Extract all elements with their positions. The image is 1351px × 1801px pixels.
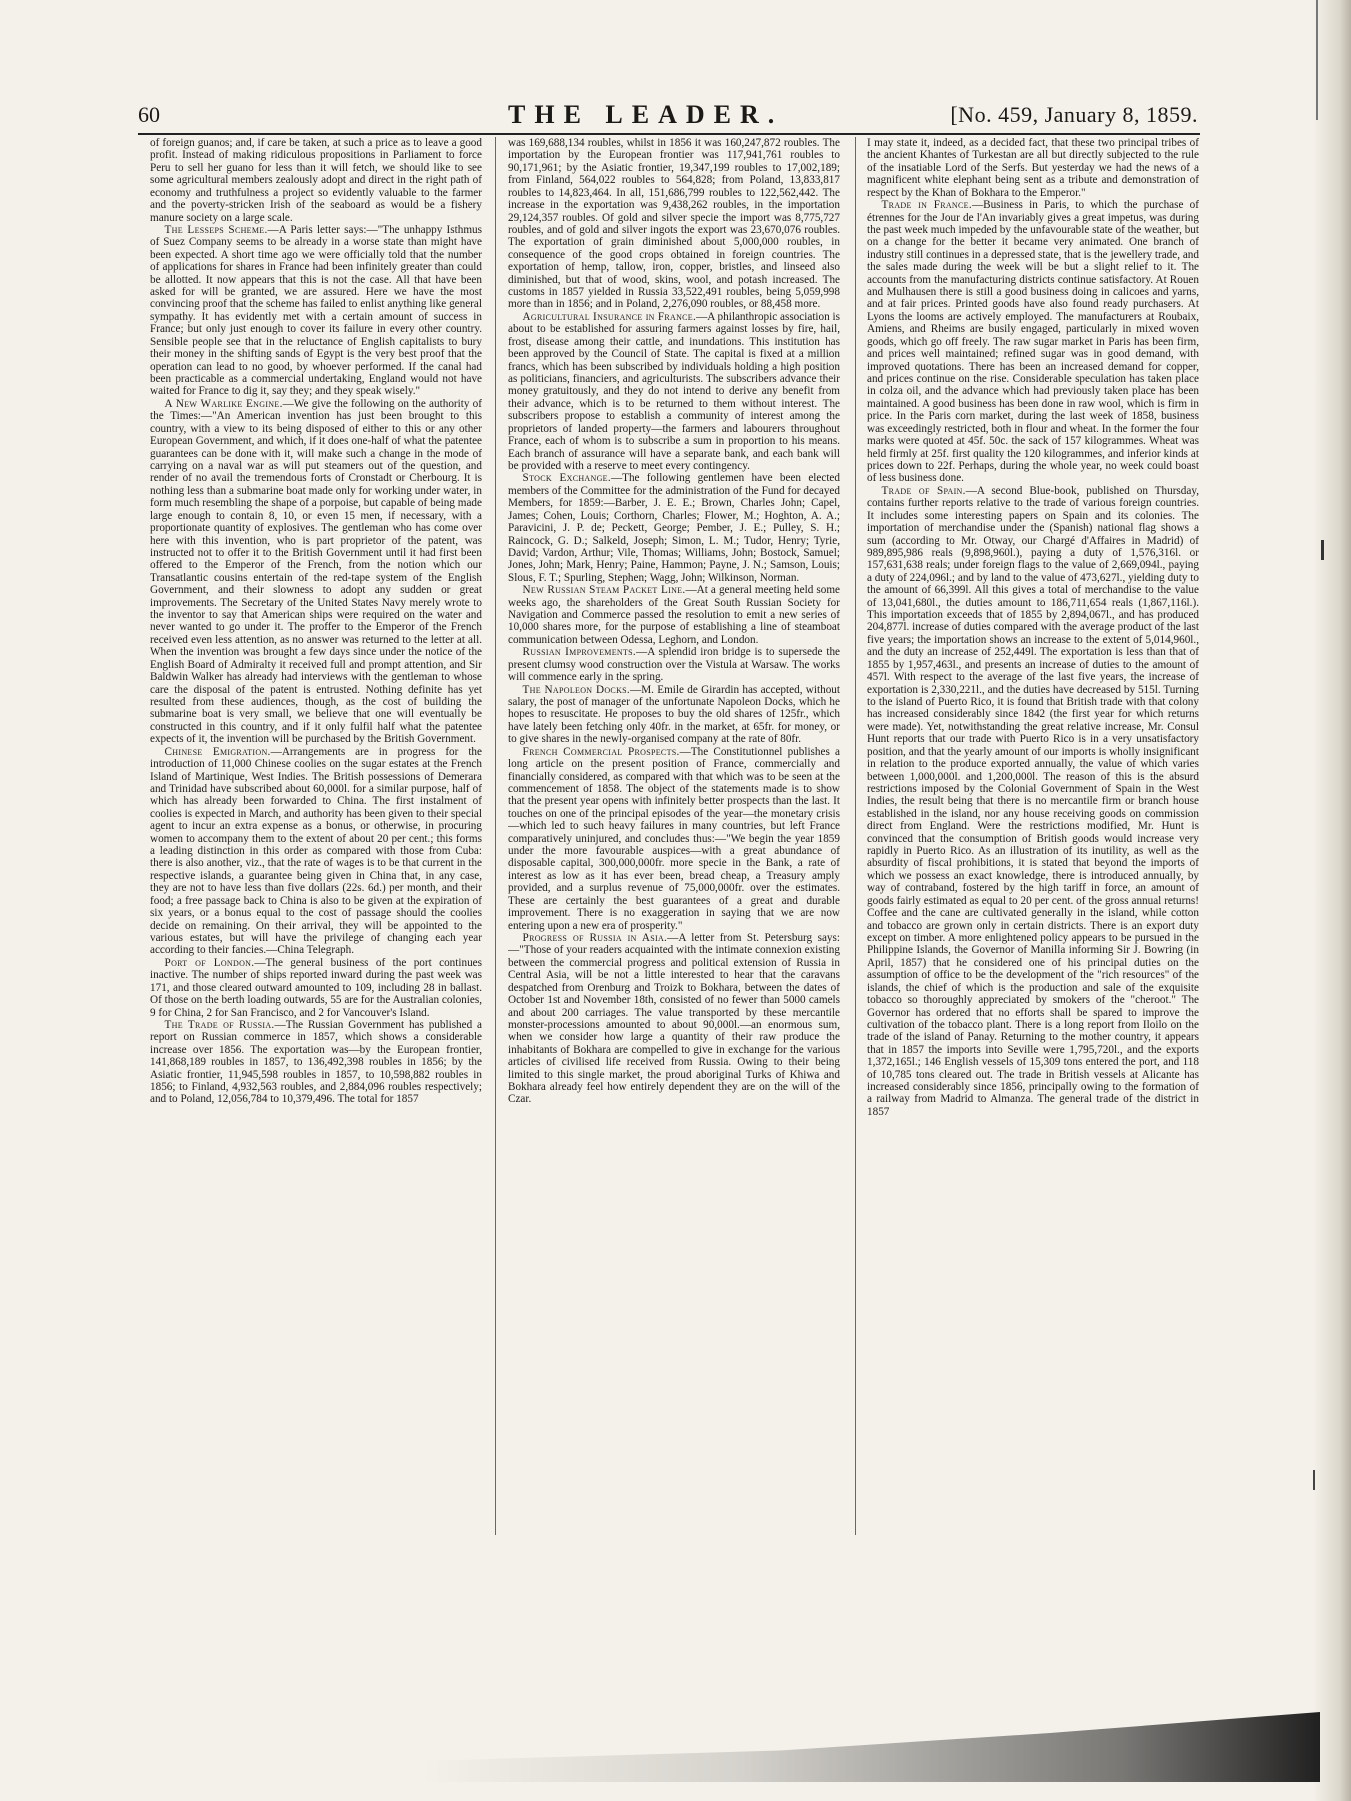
article-text: —The following gentlemen have been elected members of the Committee for the administration of the Fund for decayed Members, for 1859:—Barber, J. E. E.; Brown, Charles John; Capel, James; Cohen, Louis; Corthorn, Charles; Flower, M.; Hoghton, A. A.; Paravicini, J. P. de; Peckett, George; Pember, J. E.; Pulley, S. H.; Raincock, G. D.; Salkeld, Joseph; Simon, L. M.; Tudor, Henry; Tyrie, David; Vardon, Arthur; Vile, Thomas; Williams, John; Bostock, Samuel; Jones, John; Mark, Henry; Paine, Hammon; Payne, J. N.; Samson, Louis; Slous, F. T.; Spurling, Stephen; Wagg, John; Wilkinson, Norman. [508,472,840,584]
page-number: 60 [138,102,160,127]
article-text: —A philanthropic association is about to be established for assuring farmers against losses by fire, hail, frost, disease among their cattle, and inundations. This institution has been approved by the Council of State. The capital is fixed at a million francs, which has been subscribed by individuals holding a high position as politicians, financiers, and agriculturists. The subscribers advance their money gratuitously, and they do not intend to derive any benefit from their advance, which is to be returned to them without interest. The subscribers propose to establish a community of interest among the proprietors of landed property—the farmers and labourers throughout France, each of whom is to subscribe a sum in proportion to his means. Each branch of assurance will have a separate bank, and each bank will be provided with a reserve to meet every contingency. [508,310,840,472]
binding-mark [1316,0,1318,120]
article-paragraph [508,137,840,311]
page-edge-shadow [1313,0,1351,1801]
article-paragraph [150,224,482,398]
article-text: —M. Emile de Girardin has accepted, without salary, the post of manager of the unfortunate Napoleon Docks, which he hopes to resuscitate. He proposes to buy the old shares of 125fr., which have lately been fetching only 40fr. in the market, at 65fr. for money, or to give shares in the newly-organised company at the rate of 80fr. [508,683,840,746]
page-header [138,102,1198,132]
article-text: —At a general meeting held some weeks ago, the shareholders of the Great South Russian Society for Navigation and Commerce passed the resolution to emit a new series of 10,000 shares more, for the purpose of establishing a line of steamboat communication between Odessa, Leghorn, and London. [508,584,840,646]
article-heading: A New Warlike Engine. [164,397,283,410]
column-1 [150,137,482,1537]
article-text: —The Constitutionnel publishes a long article on the present position of France, commercially and financially considered, as compared with that which was to be seen at the commencement of 1858. The object of the statements made is to show that the present year opens with infinitely better prospects than the last. It touches on one of the principal episodes of the year—the monetary crisis—which led to such heavy failures in many countries, but left France comparatively uninjured, and concludes thus:—"We begin the year 1859 under the more favourable auspices—with a great abundance of disposable capital, 300,000,000fr. more specie in the Bank, a rate of interest as low as it has ever been, bread cheap, a Treasury amply provided, and a surplus revenue of 75,000,000fr. over the estimates. These are certainly the best guarantees of a great and durable improvement. There is no exaggeration in saying that we are now entering upon a new era of prosperity." [508,745,840,932]
article-paragraph [508,746,840,932]
header-rule [138,133,1200,135]
article-paragraph [150,746,482,957]
article-paragraph [508,684,840,746]
article-paragraph [508,472,840,584]
article-heading: French Commercial Prospects. [522,745,680,758]
article-paragraph [508,646,840,683]
article-text: —The general business of the port continues inactive. The number of ships reported inward during the past week was 171, and those cleared outward amounted to 109, including 28 in ballast. Of those on the berth loading outwards, 55 are for the Australian colonies, 9 for China, 2 for San Francisco, and 2 for Vancouver's Island. [150,956,482,1019]
article-heading: Progress of Russia in Asia. [522,932,668,944]
column-divider [495,137,496,1535]
article-heading: Trade of Spain. [881,484,966,497]
margin-mark [1321,540,1324,560]
article-text: —A second Blue-book, published on Thursday, contains further reports relative to the trade of various foreign countries. It includes some interesting papers on Spain and its colonies. The importation of merchandise under the (Spanish) national flag shows a sum (according to Mr. Otway, our Chargé d'Affaires in Madrid) of 989,895,986 reals (9,898,960l.), paying a duty of 1,576,316l. or 157,631,638 reals; under foreign flags to the value of 2,669,094l., paying a duty of 224,096l.; and by land to the value of 473,627l., yielding duty to the amount of 66,399l. All this gives a total of merchandise to the value of 13,041,680l., the duties amount to 186,711,654 reals (1,867,116l.). This importation exceeds that of 1855 by 2,894,067l., and has produced 204,877l. increase of duties compared with the average product of the last five years; the importation shows an increase to the extent of 5,014,960l., and the duty an increase of 252,449l. The exportation is less than that of 1855 by 1,957,463l., and presents an increase of duties to the amount of 457l. With respect to the average of the last five years, the increase of exportation is 2,330,221l., and the duties have decreased by 515l. Turning to the island of Puerto Rico, it is found that British trade with that colony has increased considerably since 1842 (the first year for which returns were made). Yet, notwithstanding the great relative increase, Mr. Consul Hunt reports that our trade with Puerto Rico is in a very unsatisfactory position, and that the yearly amount of our imports is wholly insignificant in relation to the produce exported annually, the value of which varies between 1,000,000l. and 1,200,000l. The reason of this is the absurd restrictions imposed by the Colonial Government of Spain in the West Indies, the result being that there is no mercantile firm or branch house established in the island, nor any house receiving goods on commission direct from England. Were the restrictions modified, Mr. Hunt is convinced that the consumption of British goods would increase very rapidly in Puerto Rico. As an illustration of its inutility, as well as the absurdity of fiscal prohibitions, it is stated that beyond the imports of which we possess an exact knowledge, there is introduced annually, by way of contraband, fostered by the high tariff in force, an amount of goods fairly estimated as equal to 20 per cent. of the gross annual returns! Coffee and the cane are cultivated generally in the island, while cotton and tobacco are grown only in certain districts. There is an export duty except on timber. A more enlightened policy appears to be pursued in the Philippine Islands, the Governor of Manilla informing Sir J. Bowring (in April, 1857) that he considered one of his principal duties on the assumption of office to be the development of the "rich resources" of the islands, the chief of which is the production and sale of the exquisite tobacco so thoroughly appreciated by smokers of the "cheroot." The Governor has ordered that no efforts shall be spared to improve the cultivation of the tobacco plant. There is a long report from Iloilo on the trade of the island of Panay. Returning to the mother country, it appears that in 1857 the imports into Seville were 1,795,720l., and the exports 1,372,165l.; 146 English vessels of 15,309 tons entered the port, and 118 of 10,785 tons cleared out. The trade in British vessels at Alicante has increased considerably since 1856, principally owing to the formation of a railway from Madrid to Almanza. The general trade of the district in 1857 [867,484,1199,1118]
article-heading: The Trade of Russia. [164,1018,275,1031]
article-paragraph [508,932,840,1106]
article-heading: Russian Improvements. [522,646,637,659]
article-heading: Agricultural Insurance in France. [522,310,697,323]
margin-mark [1313,1470,1315,1490]
article-heading: Chinese Emigration. [164,745,271,758]
article-paragraph [508,311,840,472]
article-paragraph [150,398,482,746]
article-paragraph [150,1019,482,1106]
column-divider [855,137,856,1535]
article-paragraph [150,137,482,224]
article-paragraph [867,485,1199,1119]
article-text: —We give the following on the authority of the Times:—"An American invention has just been brought to this country, with a view to its being disposed of either to this or any other European Government, and which, if it does one-half of what the patentee guarantees can be done with it, will make such a change in the mode of carrying on a naval war as will put steamers out of the question, and render of no avail the tremendous forts of Cronstadt or Cherbourg. It is nothing less than a submarine boat made only for working under water, in form much resembling the shape of a porpoise, but capable of being made large enough to contain 8, 10, or even 15 men, if necessary, with a proportionate quantity of explosives. The gentleman who has come over here with this invention, who is part proprietor of the patent, was instructed not to offer it to the British Government until it had first been offered to the Emperor of the French, from the notion which our Transatlantic cousins entertain of the red-tape system of the English Government, and their slowness to adopt any sudden or great improvements. The Secretary of the United States Navy merely wrote to the inventor to say that American ships were required on the water and never wanted to go under it. The proffer to the Emperor of the French received even less attention, as no answer was returned to the letter at all. When the invention was brought a few days since under the notice of the English Board of Admiralty it received full and prompt attention, and Sir Baldwin Walker has already had interviews with the gentleman to whose care the disposal of the patent is entrusted. Nothing definite has yet resulted from these audiences, though, as the cost of building the submarine boat is very small, we believe that one will eventually be constructed in this country, and if it only fulfil half what the patentee expects of it, the invention will be purchased by the British Government. [150,397,482,746]
article-paragraph [150,957,482,1019]
issue-line: [No. 459, January 8, 1859. [950,102,1198,127]
article-heading: The Napoleon Docks. [522,683,630,696]
article-heading: Stock Exchange. [522,472,611,485]
article-text: —Business in Paris, to which the purchase of étrennes for the Jour de l'An invariably gives a great impetus, was during the past week much impeded by the unfavourable state of the weather, but on a change for the better it became very animated. One branch of industry still continues in a depressed state, that is the jewellery trade, and the sales made during the week will be but a slight relief to it. The accounts from the manufacturing districts continue satisfactory. At Rouen and Mulhausen there is still a good business doing in calicoes and yarns, and at fair prices. Printed goods have also found ready purchasers. At Lyons the looms are actively employed. The manufacturers at Roubaix, Amiens, and Rheims are busily engaged, particularly in mixed woven goods, which go off freely. The raw sugar market in Paris has been firm, and prices well maintained; refined sugar was in good demand, with improved quotations. There has been an increased demand for copper, and prices continue on the rise. Considerable speculation has taken place in colza oil, and the advance which had previously taken place has been maintained. A good business has been done in raw wool, which is firm in price. In the Paris corn market, during the last week of 1858, business was exceedingly restricted, both in flour and wheat. In the former the four marks were quoted at 45f. 50c. the sack of 157 kilogrammes. Wheat was held firmly at 25f. first quality the 120 kilogrammes, and inferior kinds at prices down to 22f. Perhaps, during the whole year, no week could boast of less business done. [867,199,1199,485]
article-text: —A splendid iron bridge is to supersede the present clumsy wood construction over the Vistula at Warsaw. The works will commence early in the spring. [508,646,840,684]
article-paragraph [867,137,1199,199]
article-paragraph [508,584,840,646]
column-2 [508,137,840,1537]
article-text: —A letter from St. Petersburg says:—"Those of your readers acquainted with the intimate connexion existing between the commercial progress and political extension of Russia in Central Asia, will be not a little interested to hear that the caravans despatched from Orenburg and Troizk to Bokhara, between the dates of October 1st and November 18th, consisted of no fewer than 5000 camels and about 200 carriages. The value transported by these mercantile monster-processions amounted to about 90,000l.—an enormous sum, when we consider how large a quantity of their raw produce the inhabitants of Bokhara are compelled to give in exchange for the various articles of civilised life received from Russia. Owing to their being limited to this single market, the proud aboriginal Turks of Khiwa and Bokhara already feel how entirely dependent they are on the will of the Czar. [508,932,840,1106]
column-3 [867,137,1199,1537]
article-text: was 169,688,134 roubles, whilst in 1856 it was 160,247,872 roubles. The importation by the European frontier was 117,941,761 roubles to 90,171,961; by the Asiatic frontier, 19,347,199 roubles to 17,002,189; from Finland, 564,022 roubles to 564,828; from Poland, 13,833,817 roubles to 14,823,464. In all, 151,686,799 roubles to 122,562,442. The increase in the exportation was 9,438,262 roubles, in the importation 29,124,357 roubles. Of gold and silver specie the import was 8,775,727 roubles, and of gold and silver ingots the export was 23,670,076 roubles. The exportation of grain diminished about 5,000,000 roubles, in consequence of the good crops obtained in foreign countries. The exportation of hemp, tallow, iron, copper, bristles, and linseed also diminished, but that of wood, skins, wool, and potash increased. The customs in 1857 yielded in Russia 33,522,491 roubles, being 5,059,998 more than in 1856; and in Poland, 2,276,090 roubles, or 88,458 more. [508,137,840,311]
article-text: of foreign guanos; and, if care be taken, at such a price as to leave a good profit. Instead of making ridiculous propositions in Parliament to force Peru to sell her guano for less than it will fetch, we should like to see some agricultural members zealously adopt and direct in the right path of economy and truthfulness a project so evidently valuable to the farmer and the poverty-stricken Irish of the seaboard as would be a fishery manure society on a large scale. [150,137,482,224]
article-heading: The Lesseps Scheme. [164,223,268,236]
article-text: —Arrangements are in progress for the introduction of 11,000 Chinese coolies on the sugar estates at the French Island of Martinique, West Indies. The British possessions of Demerara and Trinidad have subscribed about 60,000l. for a similar purpose, half of which has already been forwarded to China. The first instalment of coolies is expected in March, and authority has been given to their special agent to incur an extra expense as a bonus, or otherwise, in procuring women to accompany them to the extent of about 20 per cent.; this forms a leading distinction in this order as compared with those from Cuba: there is also another, viz., that the rate of wages is to be that current in the respective islands, a guarantee being given in China that, in any case, they are not to have less than five dollars (22s. 6d.) per month, and their food; a free passage back to China is also to be given at the expiration of six years, or a bonus equal to the cost of passage should the coolies decide on remaining. On their arrival, they will be appointed to the various estates, but will have the privilege of changing each year according to their fancies.—China Telegraph. [150,745,482,957]
article-heading: New Russian Steam Packet Line. [522,584,686,597]
masthead-title: THE LEADER. [508,100,784,129]
article-heading: Port of London. [164,956,255,969]
article-text: —A Paris letter says:—"The unhappy Isthmus of Suez Company seems to be already in a worse state than might have been expected. A short time ago we were officially told that the number of applications for shares in France had been infinitely greater than could be allotted. It now appears that this is not the case. All that have been asked for will be granted, we are assured. Here we have the most convincing proof that the scheme has failed to enlist anything like general sympathy. It has evidently met with a certain amount of success in France; but only just enough to cover its failure in every other country. Sensible people see that in the reluctance of English capitalists to bury their money in the shifting sands of Egypt is the very best proof that the operation can lead to no good, by whoever performed. If the canal had been practicable as a commercial undertaking, England would not have waited for France to dig it, say they; and they speak wisely." [150,223,482,398]
article-text: I may state it, indeed, as a decided fact, that these two principal tribes of the ancient Khantes of Turkestan are all but directly subjected to the rule of the insatiable Lord of the Serfs. But yesterday we had the news of a magnificent white elephant being sent as a tribute and demonstration of respect by the Khan of Bokhara to the Emperor." [867,137,1199,199]
article-paragraph [867,199,1199,485]
article-heading: Trade in France. [881,199,972,212]
article-text: —The Russian Government has published a report on Russian commerce in 1857, which shows a considerable increase over 1856. The exportation was—by the European frontier, 141,868,189 roubles in 1857, to 136,492,398 roubles in 1856; by the Asiatic frontier, 11,945,598 roubles in 1857, to 10,598,882 roubles in 1856; to Finland, 4,932,563 roubles, and 2,884,096 roubles respectively; and to Poland, 12,056,784 to 10,379,496. The total for 1857 [150,1018,482,1106]
